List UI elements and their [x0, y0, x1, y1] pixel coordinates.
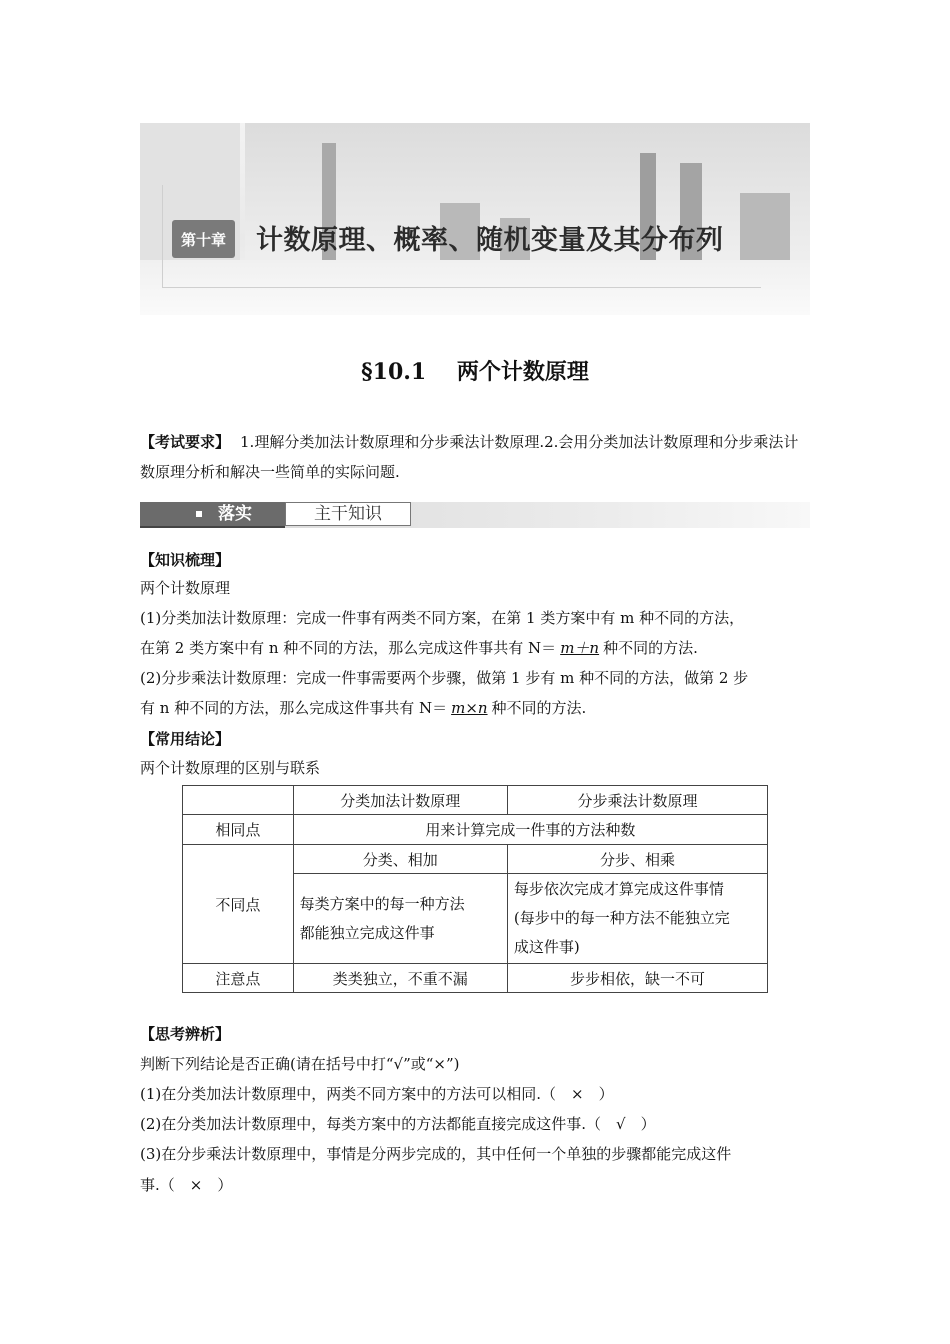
knowledge-item1-line2 — [140, 633, 698, 663]
conclusion-intro: 两个计数原理的区别与联系 — [140, 759, 321, 777]
square-icon — [196, 511, 202, 517]
section-bar-dark — [140, 502, 285, 528]
exam-label: 【考试要求】 — [140, 433, 231, 451]
section-bar — [140, 502, 810, 528]
cell-line: 成这件事) — [513, 938, 580, 956]
think-intro: 判断下列结论是否正确(请在括号中打“√”或“×”) — [140, 1055, 460, 1073]
table-cell: 分类、相加 — [293, 845, 507, 874]
table-row — [183, 964, 768, 993]
knowledge-item2-line2 — [140, 693, 586, 723]
item1-text-a: 在第 2 类方案中有 n 种不同的方法，那么完成这件事共有 N＝ — [140, 639, 557, 657]
item2-text-b: 种不同的方法. — [491, 699, 587, 717]
item1-answer-blank: m＋n — [560, 639, 600, 657]
item2-text-a: 有 n 种不同的方法，那么完成这件事共有 N＝ — [140, 699, 448, 717]
cell-line: 每类方案中的每一种方法 — [299, 894, 465, 913]
table-cell — [293, 874, 507, 964]
think-label: 【思考辨析】 — [140, 1025, 231, 1043]
think-question-2: (2)在分类加法计数原理中，每类方案中的方法都能直接完成这件事.（ √ ） — [140, 1115, 656, 1133]
conclusion-label: 【常用结论】 — [140, 730, 231, 748]
table-cell-empty — [183, 786, 294, 815]
cell-line: (每步中的每一种方法不能独立完 — [513, 909, 730, 927]
table-row — [183, 786, 768, 815]
table-row-header: 不同点 — [183, 845, 294, 964]
section-bar-light-label: 主干知识 — [285, 502, 411, 526]
think-question-1: (1)在分类加法计数原理中，两类不同方案中的方法可以相同.（ × ） — [140, 1085, 614, 1103]
table-cell — [507, 874, 767, 964]
table-cell: 用来计算完成一件事的方法种数 — [293, 815, 767, 845]
table-cell: 类类独立，不重不漏 — [293, 964, 507, 993]
knowledge-item2-line1: (2)分步乘法计数原理：完成一件事需要两个步骤，做第 1 步有 m 种不同的方法，做第 2 步 — [140, 669, 749, 687]
table-row-header: 注意点 — [183, 964, 294, 993]
table-row — [183, 845, 768, 874]
knowledge-item1-line1: (1)分类加法计数原理：完成一件事有两类不同方案，在第 1 类方案中有 m 种不同的方法， — [140, 609, 745, 627]
section-title: §10.1 两个计数原理 — [361, 359, 589, 385]
table-row-header: 相同点 — [183, 815, 294, 845]
think-question-3-line2: 事.（ × ） — [140, 1176, 233, 1194]
table-cell: 分步、相乘 — [507, 845, 767, 874]
knowledge-label: 【知识梳理】 — [140, 551, 231, 569]
cell-line: 每步依次完成才算完成这件事情 — [513, 880, 724, 898]
item1-text-b: 种不同的方法. — [603, 639, 698, 657]
knowledge-intro: 两个计数原理 — [140, 579, 231, 597]
table-cell: 步步相依，缺一不可 — [507, 964, 767, 993]
table-row — [183, 815, 768, 845]
chapter-badge: 第十章 — [172, 220, 235, 258]
chapter-title: 计数原理、概率、随机变量及其分布列 — [256, 225, 724, 256]
think-question-3-line1: (3)在分步乘法计数原理中，事情是分两步完成的，其中任何一个单独的步骤都能完成这件 — [140, 1145, 732, 1163]
exam-text: 1.理解分类加法计数原理和分步乘法计数原理.2.会用分类加法计数原理和分步乘法计数原理分析和解决一些简单的实际问题. — [140, 433, 799, 481]
table-header-cell: 分步乘法计数原理 — [507, 786, 767, 815]
comparison-table — [182, 785, 768, 993]
cell-line: 都能独立完成这件事 — [299, 923, 435, 942]
item2-answer-blank: m×n — [451, 699, 488, 717]
exam-requirement — [140, 427, 810, 487]
section-bar-dark-label: 落实 — [218, 504, 252, 524]
table-header-cell: 分类加法计数原理 — [293, 786, 507, 815]
